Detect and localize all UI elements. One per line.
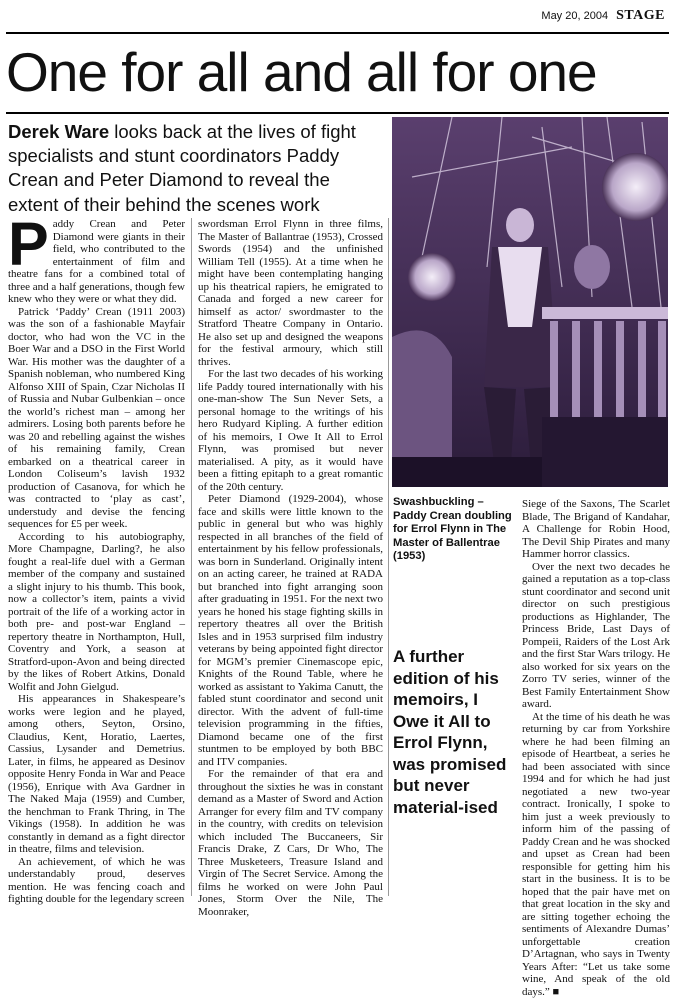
body-paragraph: For the last two decades of his working life Paddy toured internationally with his one-man-show The Sun Never Sets, a personal homage to the writings of his hero Rudyard Kipling. A further edition of his memoirs, I Owe It All to Errol Flynn, was promised but never materialised. A pity, as it would have been a fitting epitaph to a great romantic of the 20th century.: [198, 368, 383, 493]
body-paragraph: Over the next two decades he gained a reputation as a top-class stunt coordinator and second unit director on such prestigious productions as Highlander, The Princess Bride, Last Days of Pompeii, Raiders of the Lost Ark and the first Star Wars trilogy. He also worked for six years on the Zorro TV series, winner of the Best Family Entertainment Show award.: [522, 561, 670, 711]
body-paragraph: Peter Diamond (1929-2004), whose face and skills were little known to the public in general but who was highly respected in all branches of the field of entertainment by his fellow professionals, was born in Sunderland. Originally intent on an acting career, he trained at RADA but branched into fight arranging soon after graduating in 1951. For the next two years he honed his stage fighting skills in repertory theatres all over the British Isles and in 1953 surprised film industry veterans by being appointed fight director for MGM’s premier Cinemascope epic, Knights of the Round Table, where he worked as assistant to Yakima Canutt, the fabled stunt coordinator and second unit director. With the advent of full-time television programming in the fifties, Diamond became one of the first stuntmen to be employed by both BBC and ITV companies.: [198, 493, 383, 768]
standfirst-author: Derek Ware: [8, 121, 109, 142]
body-column-3: [522, 498, 670, 998]
body-paragraph: swordsman Errol Flynn in three films, The Master of Ballantrae (1953), Crossed Swords (1954) and the unfinished William Tell (1955). At a time when he might have been contemplating hanging up his theatrical rapiers, he emigrated to Canada and forged a new career for himself as actor/ swordmaster to the Stratford Theatre Company in Ontario. He also set up and designed the weapons for the festival armoury, which still thrives.: [198, 218, 383, 368]
masthead: [541, 8, 665, 30]
headline-rule: [6, 112, 669, 114]
publication-logo: STAGE: [616, 8, 665, 24]
column-divider: [388, 218, 389, 896]
body-paragraph: addy Crean and Peter Diamond were giants in their field, who contributed to the entertainment of film and theatre fans for a combined total of three and a half generations, though few knew who they were or what they did.: [8, 218, 185, 306]
photo-caption: Swashbuckling – Paddy Crean doubling for Errol Flynn in The Master of Ballentrae (1953): [393, 496, 519, 564]
body-paragraph: Patrick ‘Paddy’ Crean (1911 2003) was the son of a fashionable Mayfair doctor, who had won the VC in the Boer War and a DSO in the First World War. His mother was the daughter of a Spanish nobleman, who numbered King Alfonso XIII of Spain, Czar Nicholas II of Russia and Nubar Gulbenkian – once the world’s richest man – among her admirers. Losing both parents before he was 20 and rebelling against the wishes of his remaining family, Crean embarked on a theatrical career in London Coliseum’s lavish 1932 production of Casanova, for which he was contracted to ‘play as cast’, understudy and devise the fencing sequences for £5 per week.: [8, 306, 185, 531]
body-paragraph: His appearances in Shakespeare’s works were legion and he played, among others, Seyton, Orsino, Claudius, Kent, Horatio, Laertes, Cassius, Lysander and Demetrius. Later, in films, he appeared as Desinov opposite Henry Fonda in War and Peace (1956), Enrique with Ava Gardner in The Naked Maja (1959) and Cumber, the henchman to Frank Thring, in The Vikings (1958). In addition he was constantly in demand as a fight director in theatre, films and television.: [8, 693, 185, 856]
column-divider: [191, 218, 192, 896]
body-paragraph: At the time of his death he was returning by car from Yorkshire where he had been filming an episode of Heartbeat, a series he had been associated with since 1994 and for which he had just negotiated a new two-year contract. Ironically, I spoke to him just a week previously to inform him of the passing of Paddy Crean and he was shocked and upset as Crean had been responsible for getting him his start in the business. It is to be hoped that the pair have met on that great location in the sky and are sitting together echoing the sentiments of Alexandre Dumas’ unforgettable creation D’Artagnan, who says in Twenty Years After: “Let us take some wine, And speak of the old days.” ■: [522, 711, 670, 998]
pull-quote: A further edition of his memoirs, I Owe it All to Errol Flynn, was promised but never material-ised: [393, 646, 518, 818]
standfirst: [8, 120, 380, 217]
top-rule: [6, 32, 669, 34]
headline: One for all and all for one: [6, 40, 669, 104]
body-paragraph: Siege of the Saxons, The Scarlet Blade, The Brigand of Kandahar, A Challenge for Robin Hood, The Devil Ship Pirates and many Hammer horror classics.: [522, 498, 670, 561]
body-paragraph: For the remainder of that era and throughout the sixties he was in constant demand as a Master of Sword and Action Arranger for every film and TV company in the country, with credits on television which included The Buccaneers, Sir Francis Drake, Z Cars, Dr Who, The Three Musketeers, Treasure Island and Virgin of The Secret Service. Among the films he worked on were John Paul Jones, Storm Over the Nile, The Moonraker,: [198, 768, 383, 918]
standfirst-text: looks back at the lives of fight specialists and stunt coordinators Paddy Crean and Peter Diamond to reveal the extent of their behind the scenes work: [8, 121, 356, 215]
article-photo: [392, 117, 668, 487]
body-paragraph: According to his autobiography, More Champagne, Darling?, he also fought a real-life duel with a German member of the company and sustained a slight injury to his thumb. This book, now a collector’s item, paints a vivid portrait of the life of a working actor in both pre- and post-war England – repertory theatre in Northampton, Hull, Coventry and York, a season at Stratford-upon-Avon and being directed by the likes of Robert Atkins, Donald Wolfit and John Gielgud.: [8, 531, 185, 694]
body-column-1: [8, 218, 185, 906]
body-column-2: [198, 218, 383, 918]
body-paragraph: An achievement, of which he was understandably proud, deserves mention. He was fencing coach and fighting double for the legendary screen: [8, 856, 185, 906]
issue-date: May 20, 2004: [541, 10, 608, 22]
drop-cap: P: [8, 220, 49, 268]
